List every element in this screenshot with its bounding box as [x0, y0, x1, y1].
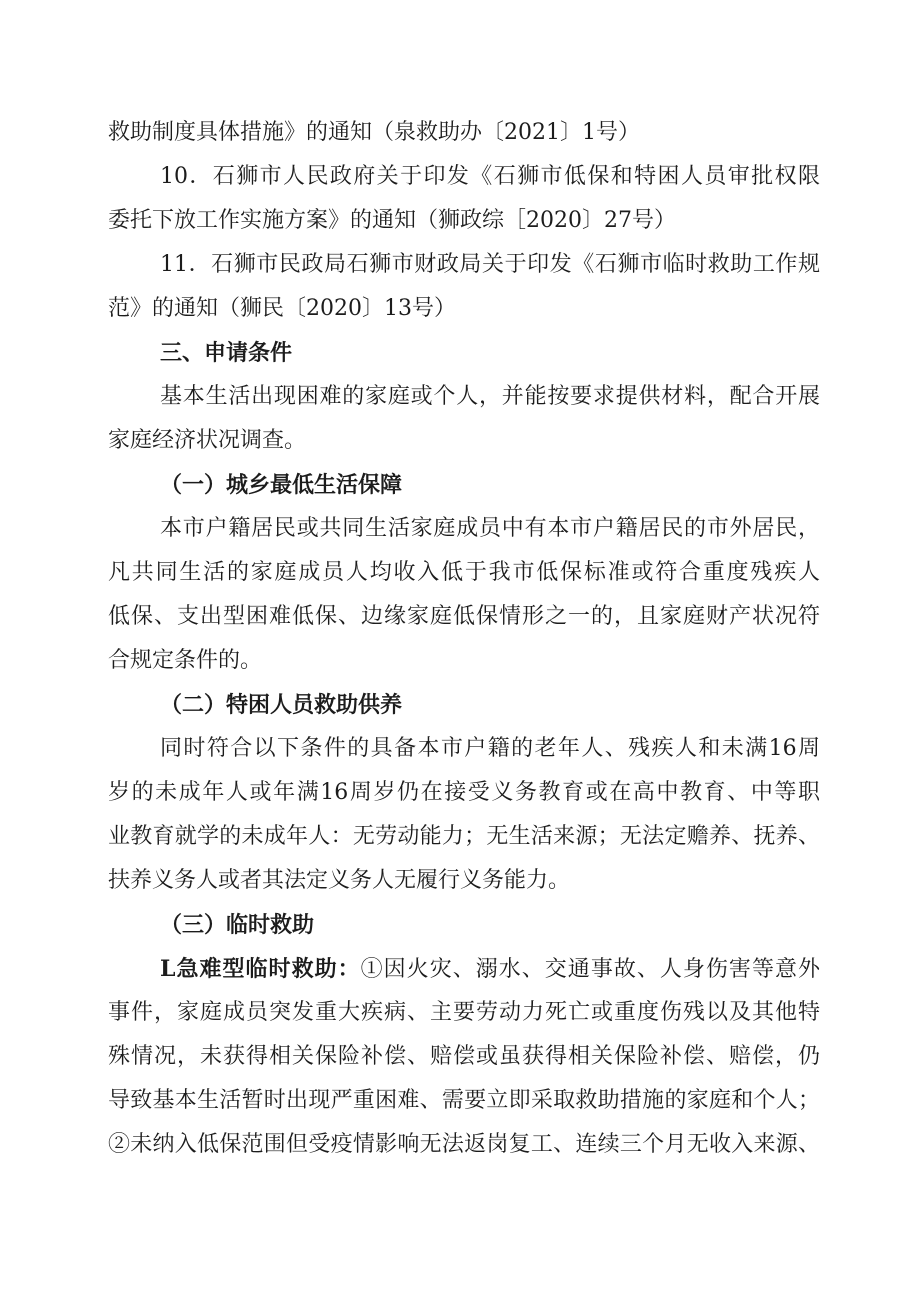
section-heading: 三、申请条件: [160, 340, 293, 366]
paragraph-line: 本市户籍居民或共同生活家庭成员中有本市户籍居民的市外居民，: [160, 516, 820, 541]
paragraph-line: 岁的未成年人或年满16周岁仍在接受义务教育或在高中教育、中等职: [108, 780, 820, 805]
paragraph-line: 基本生活出现困难的家庭或个人，并能按要求提供材料，配合开展: [160, 384, 820, 409]
paragraph-line: 家庭经济状况调查。: [108, 428, 307, 453]
paragraph-line: 殊情况，未获得相关保险补偿、赔偿或虽获得相关保险补偿、赔偿，仍: [108, 1044, 820, 1069]
text-line: 范》的通知（狮民〔2020〕13号）: [108, 296, 456, 321]
subsection-heading: （二）特困人员救助供养: [160, 692, 403, 718]
subsection-heading: （三）临时救助: [160, 912, 315, 938]
paragraph-line: 凡共同生活的家庭成员人均收入低于我市低保标准或符合重度残疾人: [108, 560, 820, 585]
paragraph-line: 合规定条件的。: [108, 648, 263, 673]
paragraph-line: 导致基本生活暂时出现严重困难、需要立即采取救助措施的家庭和个人；: [108, 1088, 820, 1113]
list-item-10: 10．石狮市人民政府关于印发《石狮市低保和特困人员审批权限: [160, 164, 820, 189]
paragraph-line: 业教育就学的未成年人：无劳动能力；无生活来源；无法定赡养、抚养、: [108, 824, 820, 849]
paragraph-line: ②未纳入低保范围但受疫情影响无法返岗复工、连续三个月无收入来源、: [108, 1132, 820, 1157]
paragraph-line: [160, 954, 820, 985]
text-line: 委托下放工作实施方案》的通知（狮政综［2020〕27号）: [108, 208, 676, 233]
paragraph-line: 低保、支出型困难低保、边缘家庭低保情形之一的，且家庭财产状况符: [108, 604, 820, 629]
emergency-aid-label: L急难型临时救助：: [160, 956, 361, 982]
paragraph-line: 事件，家庭成员突发重大疾病、主要劳动力死亡或重度伤残以及其他特: [108, 1000, 820, 1025]
paragraph-line: 同时符合以下条件的具备本市户籍的老年人、残疾人和未满16周: [160, 736, 820, 761]
subsection-heading: （一）城乡最低生活保障: [160, 472, 403, 498]
paragraph-text: ①因火灾、溺水、交通事故、人身伤害等意外: [360, 957, 820, 982]
list-item-11: 11．石狮市民政局石狮市财政局关于印发《石狮市临时救助工作规: [160, 252, 820, 277]
paragraph-line: 扶养义务人或者其法定义务人无履行义务能力。: [108, 868, 571, 893]
text-line: 救助制度具体措施》的通知（泉救助办〔2021〕1号）: [108, 120, 640, 145]
